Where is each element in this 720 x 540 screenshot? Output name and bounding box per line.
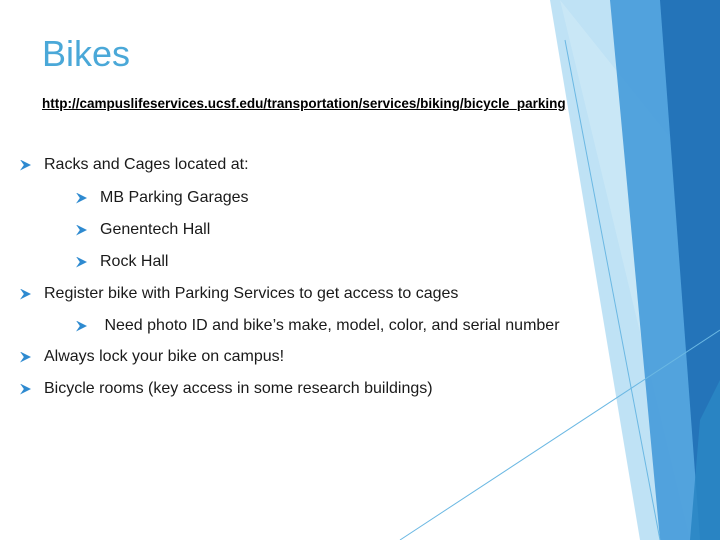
- bullet-register-bike: [20, 284, 458, 304]
- bullet-arrow-icon: [76, 321, 87, 332]
- bullet-arrow-icon: [76, 257, 87, 268]
- sub-bullet-rock-hall: [76, 252, 168, 272]
- bullet-text: Genentech Hall: [100, 221, 211, 238]
- bullet-text: Register bike with Parking Services to get access to cages: [44, 285, 459, 302]
- bullet-arrow-icon: [20, 352, 31, 363]
- bullet-always-lock: [20, 347, 284, 367]
- bullet-arrow-icon: [76, 225, 87, 236]
- bullet-text: MB Parking Garages: [100, 189, 249, 206]
- bullet-arrow-icon: [20, 160, 31, 171]
- sub-bullet-genentech-hall: [76, 220, 210, 240]
- bullet-racks-and-cages: [20, 155, 249, 175]
- bullet-text: Always lock your bike on campus!: [44, 348, 285, 365]
- bullet-text: Rock Hall: [100, 253, 169, 270]
- slide-title: Bikes: [42, 33, 131, 74]
- bullet-arrow-icon: [76, 193, 87, 204]
- bullet-text: Bicycle rooms (key access in some research buildings): [44, 380, 433, 397]
- bullet-text: Racks and Cages located at:: [44, 156, 249, 173]
- sub-bullet-photo-id: [76, 316, 560, 336]
- bullet-arrow-icon: [20, 289, 31, 300]
- bullet-text: Need photo ID and bike’s make, model, color, and serial number: [100, 317, 560, 334]
- sub-bullet-mb-parking: [76, 188, 249, 208]
- bullet-arrow-icon: [20, 384, 31, 395]
- bicycle-parking-link[interactable]: http://campuslifeservices.ucsf.edu/transportation/services/biking/bicycle_parking: [42, 96, 566, 111]
- bullet-bicycle-rooms: [20, 379, 433, 399]
